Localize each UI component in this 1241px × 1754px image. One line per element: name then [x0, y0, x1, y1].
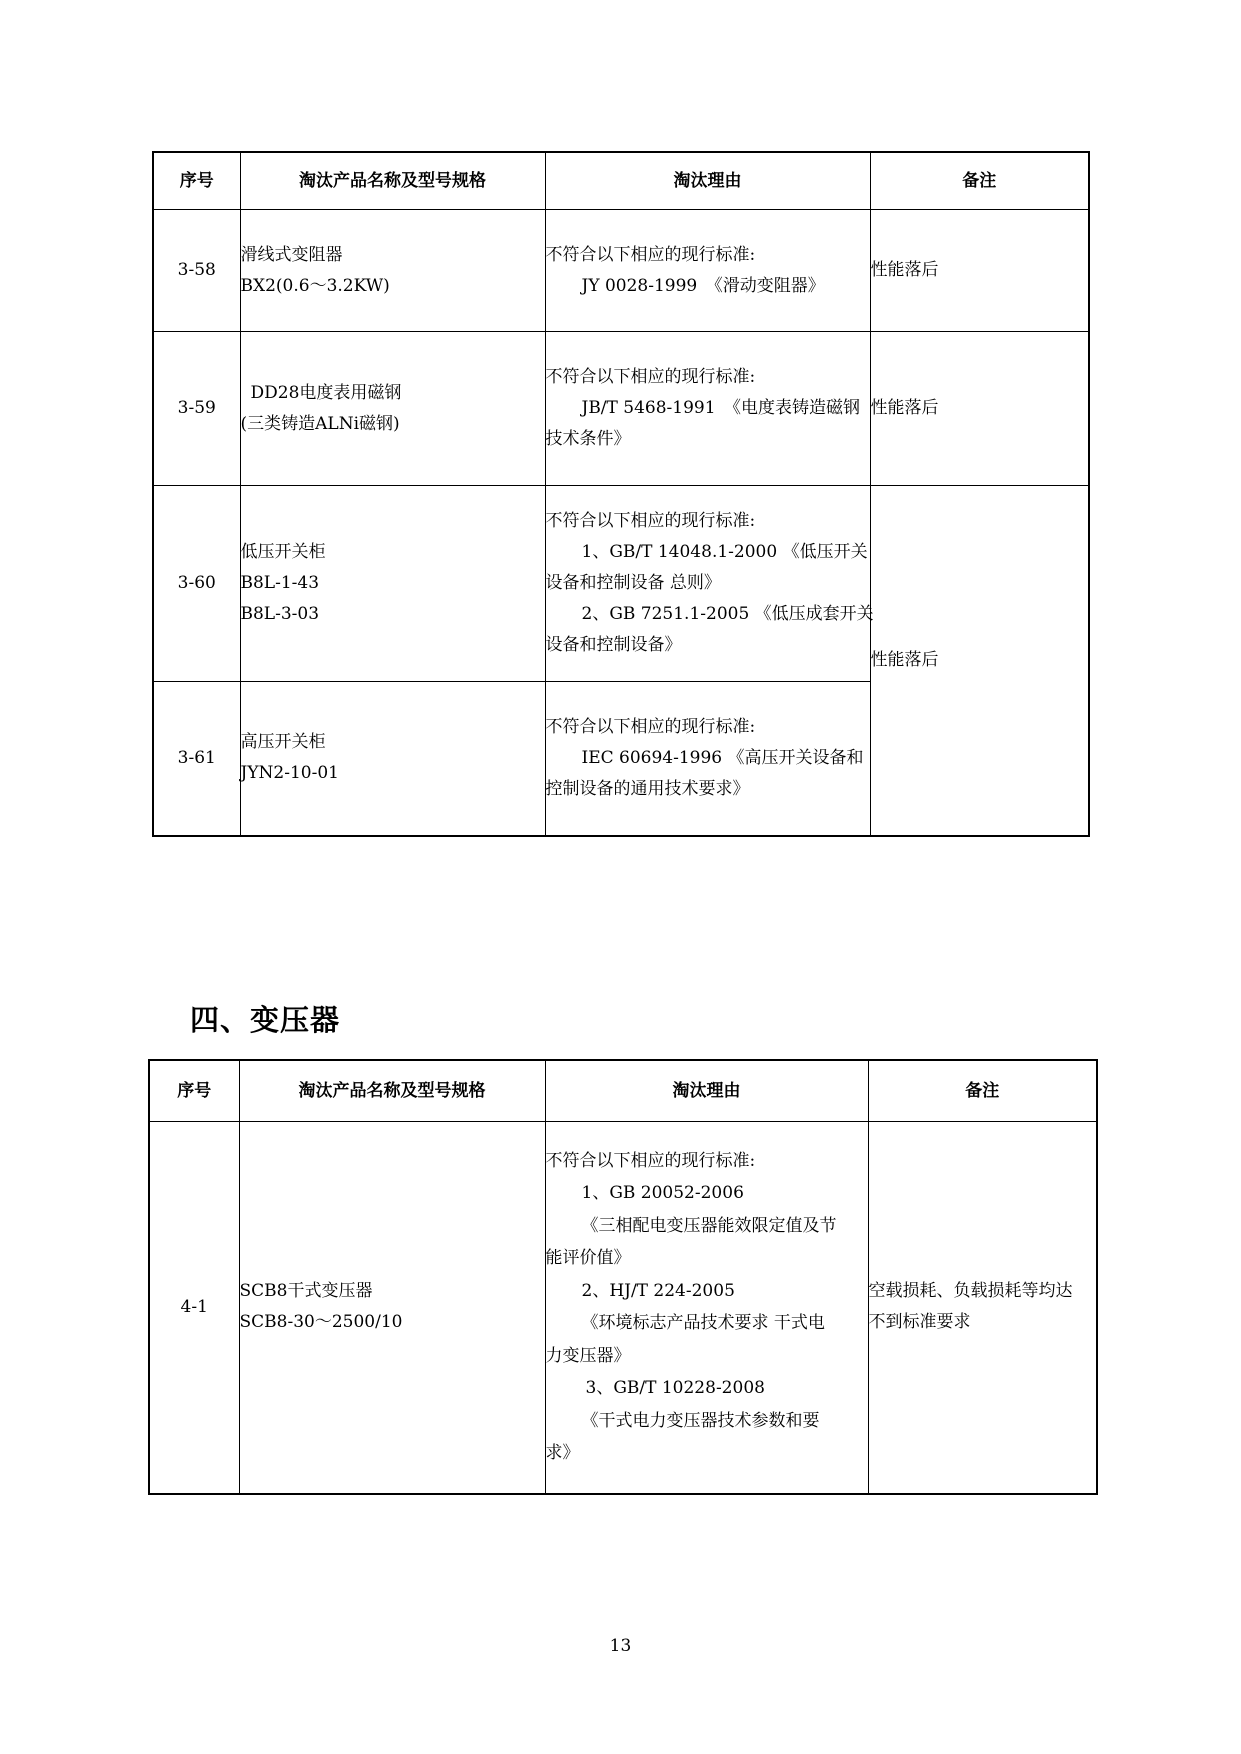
row-no: 3-58	[153, 210, 240, 332]
product-model: JYN2-10-01	[240, 763, 339, 784]
reason-line: 不符合以下相应的现行标准:	[545, 367, 756, 387]
reason-line: 设备和控制设备》	[545, 635, 682, 655]
reason-line: JB/T 5468-1991 《电度表铸造磁钢	[581, 398, 861, 418]
reason-line: 《环境标志产品技术要求 干式电	[581, 1313, 825, 1334]
product-cell	[240, 332, 545, 486]
product-model: B8L-1-43	[240, 573, 320, 593]
remark-line: 不到标准要求	[868, 1312, 971, 1333]
product-model: B8L-3-03	[240, 604, 320, 624]
reason-line: 1、GB 20052-2006	[581, 1183, 744, 1204]
remark-cell-merged: 性能落后	[870, 486, 1089, 836]
header-product: 淘汰产品名称及型号规格	[240, 152, 545, 210]
product-cell	[240, 486, 545, 682]
product-model: BX2(0.6～3.2KW)	[240, 275, 390, 296]
header-reason: 淘汰理由	[545, 152, 870, 210]
table-row	[149, 1122, 1097, 1494]
product-model: SCB8-30～2500/10	[239, 1312, 403, 1333]
elimination-table-1	[152, 151, 1090, 837]
table-row	[153, 210, 1089, 332]
reason-line: 不符合以下相应的现行标准:	[545, 716, 756, 737]
header-no: 序号	[153, 152, 240, 210]
reason-line: IEC 60694-1996 《高压开关设备和	[581, 747, 864, 768]
row-no: 3-60	[153, 486, 240, 682]
reason-line: 力变压器》	[545, 1345, 631, 1366]
product-name: DD28电度表用磁钢	[250, 382, 402, 403]
reason-line: 不符合以下相应的现行标准:	[545, 1150, 756, 1171]
table-header-row	[149, 1060, 1097, 1122]
remark-cell	[868, 1122, 1097, 1494]
product-cell	[239, 1122, 545, 1494]
reason-line: 3、GB/T 10228-2008	[585, 1378, 765, 1399]
product-name: 低压开关柜	[240, 542, 326, 562]
reason-line: 求》	[545, 1443, 580, 1464]
header-remark: 备注	[868, 1060, 1097, 1122]
reason-line: 能评价值》	[545, 1248, 631, 1269]
row-no: 4-1	[149, 1122, 239, 1494]
reason-line: 《三相配电变压器能效限定值及节	[581, 1215, 837, 1236]
reason-line: 2、HJ/T 224-2005	[581, 1280, 735, 1301]
page-number: 13	[609, 1636, 632, 1656]
reason-line: 《干式电力变压器技术参数和要	[581, 1410, 820, 1431]
row-no: 3-61	[153, 682, 240, 836]
product-model: (三类铸造ALNi磁钢)	[240, 413, 400, 434]
reason-cell	[545, 682, 870, 836]
product-name: SCB8干式变压器	[239, 1281, 373, 1302]
reason-cell	[545, 332, 870, 486]
reason-cell	[545, 1122, 868, 1494]
header-no: 序号	[149, 1060, 239, 1122]
section-title: 四、变压器	[190, 1003, 341, 1037]
reason-line: 设备和控制设备 总则》	[545, 573, 721, 593]
header-product: 淘汰产品名称及型号规格	[239, 1060, 545, 1122]
remark-cell: 性能落后	[870, 210, 1089, 332]
reason-line: 不符合以下相应的现行标准:	[545, 244, 756, 265]
reason-cell	[545, 210, 870, 332]
table-row	[153, 332, 1089, 486]
reason-line: 2、GB 7251.1-2005 《低压成套开关	[581, 604, 874, 624]
reason-line: JY 0028-1999 《滑动变阻器》	[581, 275, 825, 296]
remark-cell: 性能落后	[870, 332, 1089, 486]
reason-line: 1、GB/T 14048.1-2000 《低压开关	[581, 542, 868, 562]
product-name: 高压开关柜	[240, 732, 326, 753]
table-header-row	[153, 152, 1089, 210]
product-name: 滑线式变阻器	[240, 244, 343, 265]
product-cell	[240, 682, 545, 836]
table-row	[153, 486, 1089, 682]
reason-line: 不符合以下相应的现行标准:	[545, 511, 756, 531]
elimination-table-2	[148, 1059, 1098, 1495]
header-reason: 淘汰理由	[545, 1060, 868, 1122]
row-no: 3-59	[153, 332, 240, 486]
reason-cell	[545, 486, 874, 682]
reason-line: 控制设备的通用技术要求》	[545, 778, 750, 799]
product-cell	[240, 210, 545, 332]
remark-line: 空载损耗、负载损耗等均达	[868, 1281, 1073, 1302]
header-remark: 备注	[870, 152, 1089, 210]
reason-line: 技术条件》	[545, 429, 631, 449]
